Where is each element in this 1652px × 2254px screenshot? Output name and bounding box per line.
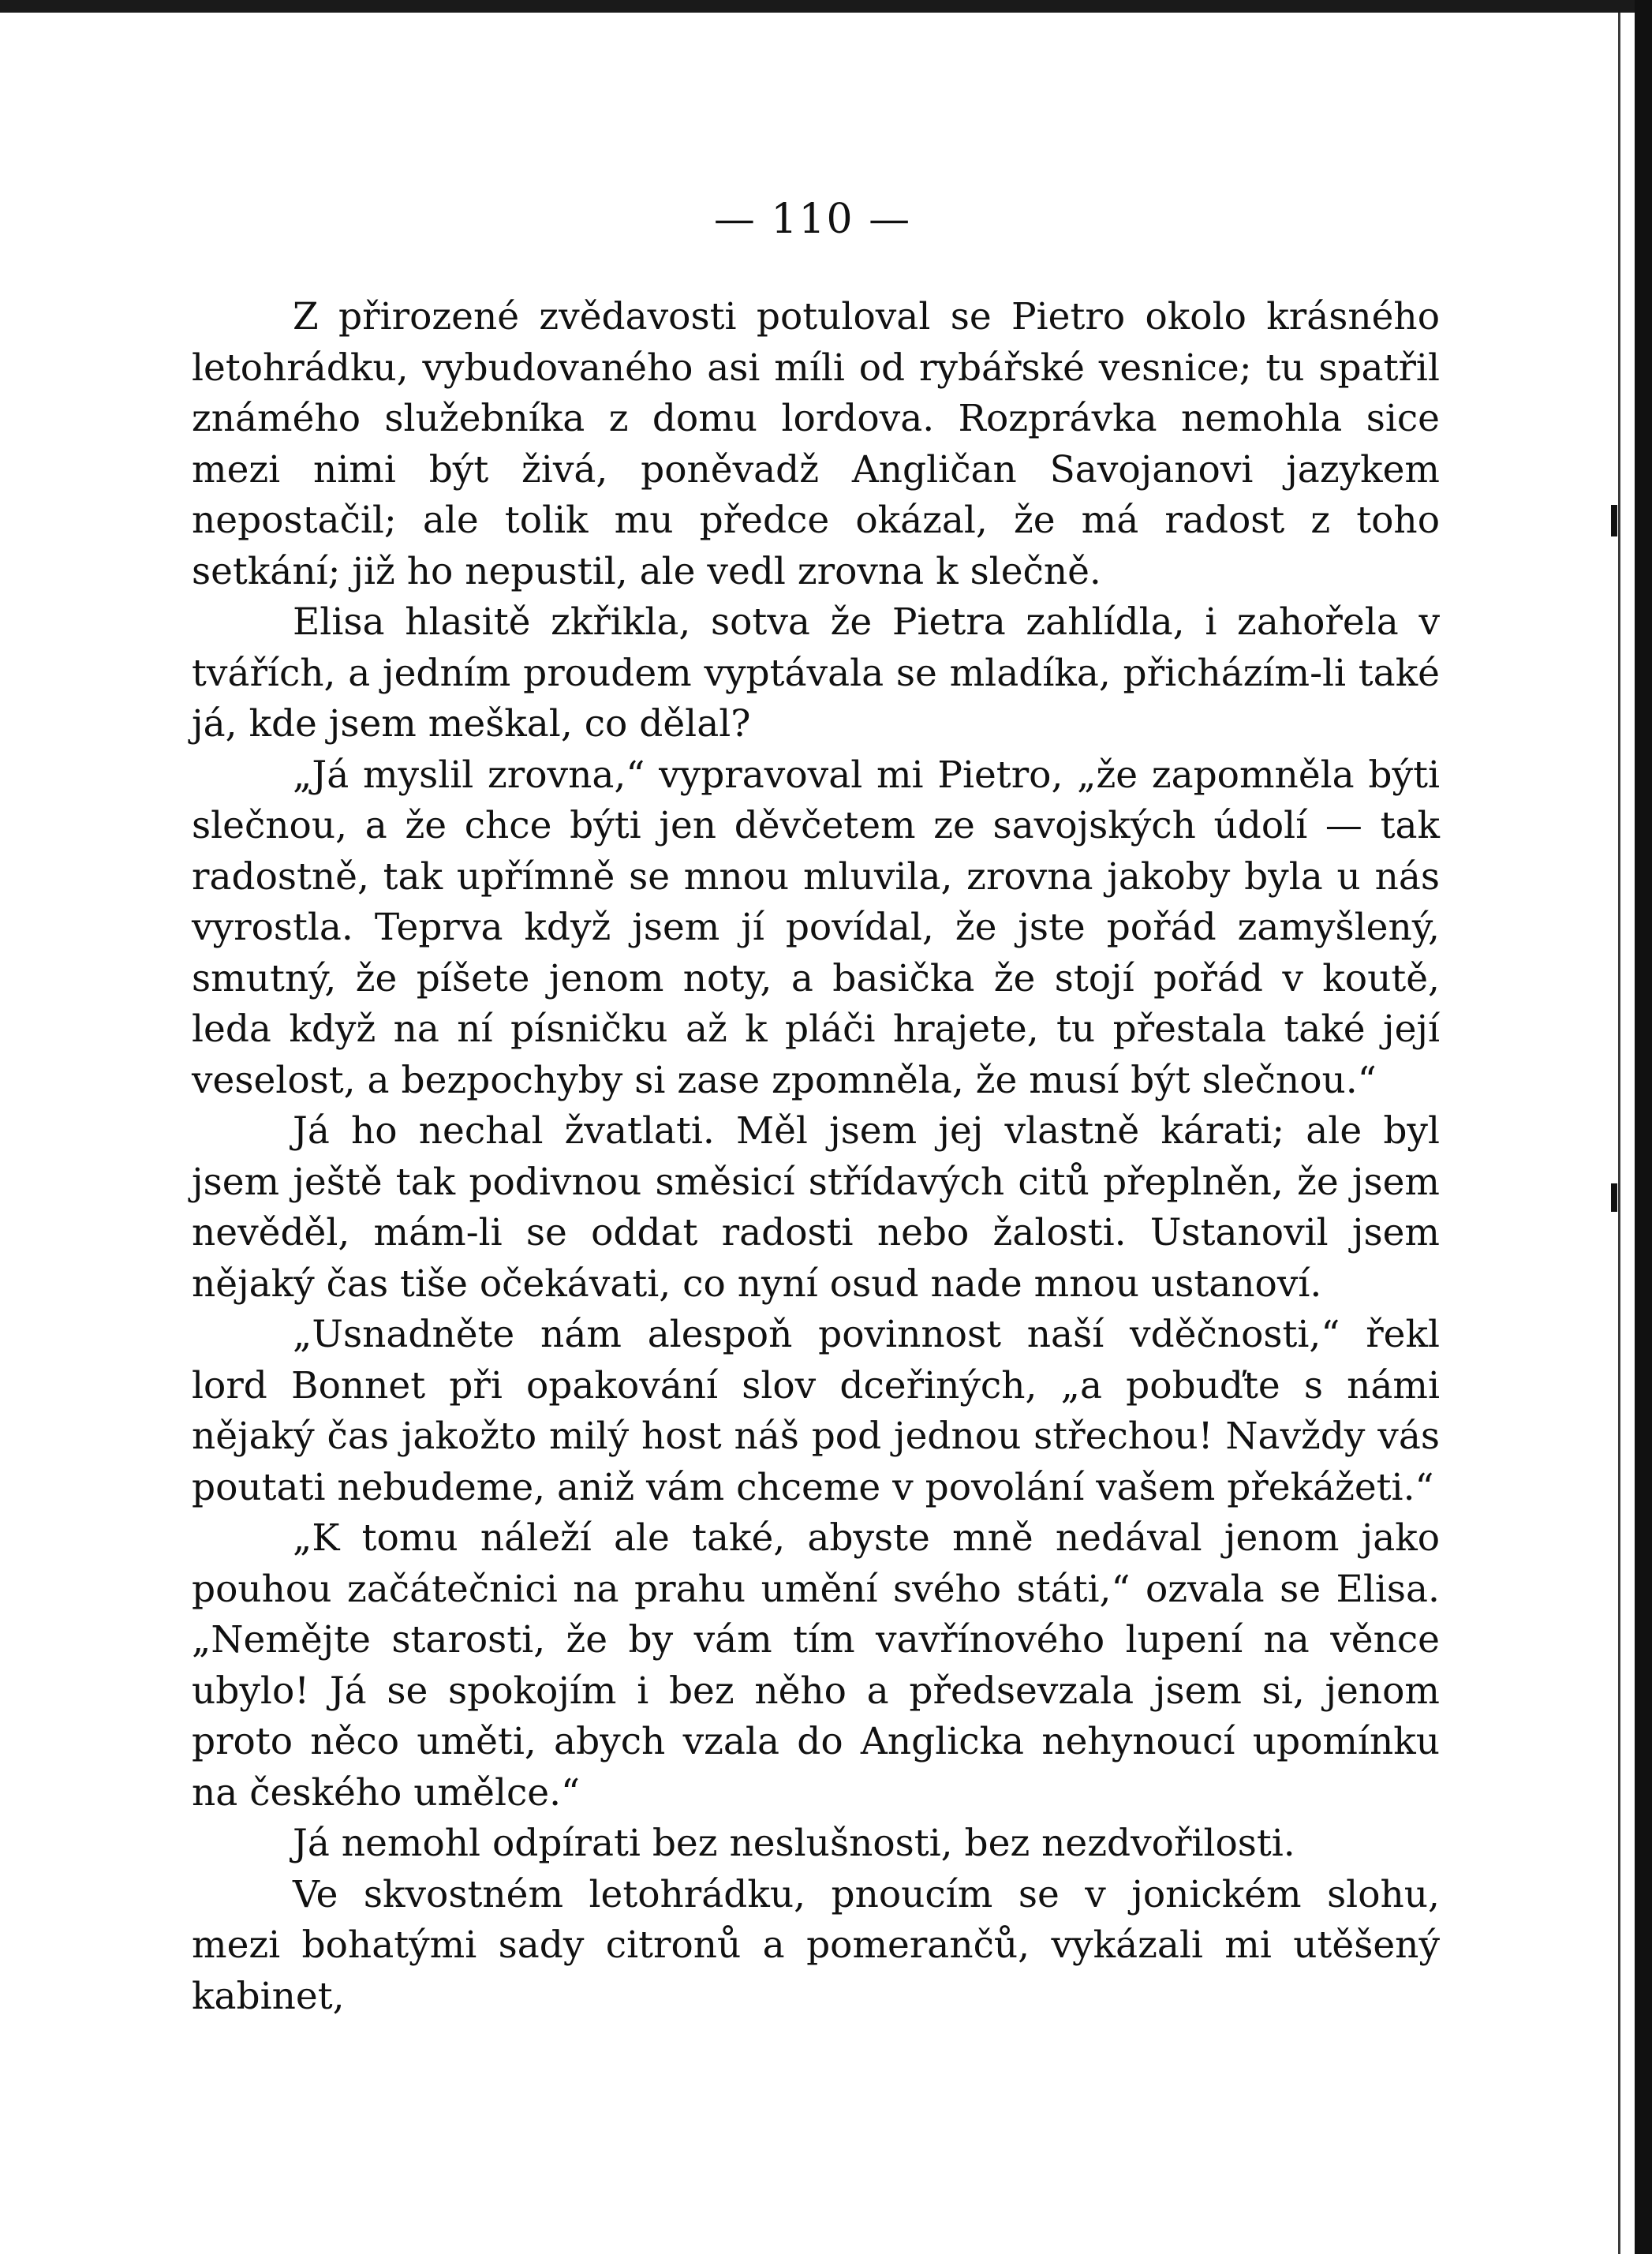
body-text [192,292,1440,2022]
scan-top-edge [0,0,1652,13]
margin-mark [1611,505,1617,536]
paragraph: „Usnadněte nám alespoň povinnost naší vděčnosti,“ řekl lord Bonnet při opakování slov dceřiných, „a pobuďte s námi nějaký čas jakožto milý host náš pod jednou střechou! Navždy vás poutati nebudeme, aniž vám chceme v povolání vašem překážeti.“ [192,1313,1440,1509]
paragraph: Elisa hlasitě zkřikla, sotva že Pietra zahlídla, i zahořela v tvářích, a jedním proudem vyptávala se mladíka, přicházím-li také já, kde jsem meškal, co dělal? [192,600,1440,746]
paragraph: „Já myslil zrovna,“ vypravoval mi Pietro, „že zapomněla býti slečnou, a že chce býti jen děvčetem ze savojských údolí — tak radostně, tak upřímně se mnou mluvila, zrovna jakoby byla u nás vyrostla. Teprva když jsem jí povídal, že jste pořád zamyšlený, smutný, že píšete jenom noty, a basička že stojí pořád v koutě, leda když na ní písničku až k pláči hrajete, tu přestala také její veselost, a bezpochyby si zase zpomněla, že musí být slečnou.“ [192,753,1440,1102]
margin-mark [1611,1183,1617,1212]
page-edge-line [1618,13,1620,2254]
paragraph: Já ho nechal žvatlati. Měl jsem jej vlastně kárati; ale byl jsem ještě tak podivnou směsicí střídavých citů přeplněn, že jsem nevěděl, mám-li se oddat radosti nebo žalosti. Ustanovil jsem nějaký čas tiše očekávati, co nyní osud nade mnou ustanoví. [192,1109,1440,1306]
paragraph: Ve skvostném letohrádku, pnoucím se v jonickém slohu, mezi bohatými sady citronů a pomerančů, vykázali mi utěšený kabinet, [192,1872,1440,2018]
paragraph: Z přirozené zvědavosti potuloval se Pietro okolo krásného letohrádku, vybudovaného asi míli od rybářské vesnice; tu spatřil známého služebníka z domu lordova. Rozprávka nemohla sice mezi nimi být živá, poněvadž Angličan Savojanovi jazykem nepostačil; ale tolik mu předce okázal, že má radost z toho setkání; již ho nepustil, ale vedl zrovna k slečně. [192,295,1440,593]
paragraph: Já nemohl odpírati bez neslušnosti, bez nezdvořilosti. [293,1822,1295,1865]
paragraph: „K tomu náleží ale také, abyste mně nedával jenom jako pouhou začátečnici na prahu umění svého státi,“ ozvala se Elisa. „Nemějte starosti, že by vám tím vavřínového lupení na věnce ubylo! Já se spokojím i bez něho a předsevzala jsem si, jenom proto něco uměti, abych vzala do Anglicka nehynoucí upomínku na českého umělce.“ [192,1516,1440,1815]
page-number: — 110 — [713,196,912,243]
scan-right-edge [1635,0,1652,2254]
